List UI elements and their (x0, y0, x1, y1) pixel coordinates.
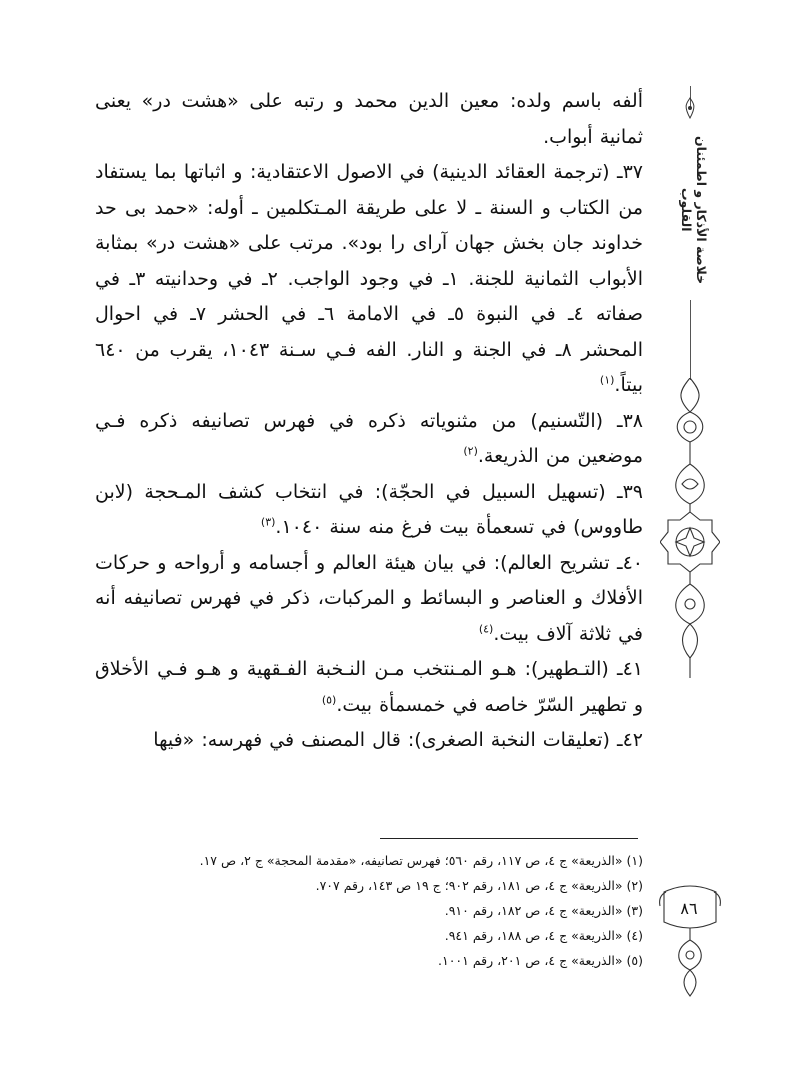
paragraph (95, 404, 643, 475)
page-number: ٨٦ (680, 899, 698, 918)
note-mark: (١) (599, 373, 615, 387)
paragraph (95, 652, 643, 723)
margin-ornament-icon (660, 378, 720, 678)
paragraph-text: ٣٧ـ (ترجمة العقائد الدينية) في الاصول الاعتقادية: و اثباتها بما يستفاد من الكتاب و السنة ـ لا على طريقة المـتكلمين ـ أوله: «حمد بى حد خداوند جان بخش جهان آراى را بود». مرتب على «هشت در» بمثابة الأبواب الثمانية للجنة. ١ـ في وجود الواجب. ٢ـ في وحدانيته ٣ـ في صفاته ٤ـ في النبوة ٥ـ في الامامة ٦ـ في الحشر ٧ـ في احوال المحشر ٨ـ في الجنة و النار. الفه فـي سـنة ١٠٤٣، يقرب من ٦٤٠ بيتاً. (95, 161, 644, 396)
footnote: (٢) «الذريعة» ج ٤، ص ١٨١، رقم ٩٠٢؛ ج ١٩ ص ١٤٣، رقم ٧٠٧. (315, 878, 643, 893)
note-mark: (٣) (260, 515, 276, 529)
margin-rule (690, 300, 691, 380)
paragraph-text: ٣٩ـ (تسهيل السبيل في الحجّة): في انتخاب كشف المـحجة (لابن طاووس) في تسعمأة بيت فرغ منه سنة ١٠٤٠. (95, 480, 643, 538)
footnote: (٥) «الذريعة» ج ٤، ص ٢٠١، رقم ١٠٠١. (438, 953, 643, 968)
paragraph (95, 723, 643, 759)
page-number-frame-icon (658, 878, 722, 998)
paragraph (95, 475, 643, 546)
note-mark: (٢) (463, 444, 478, 458)
body-text (95, 84, 643, 759)
paragraph-text: ٤٠ـ تشريح العالم): في بيان هيئة العالم و أجسامه و أرواحه و حركات الأفلاك و العناصر و البسائط و المركبات، ذكر في فهرس تصانيفه أنه في ثلاثة آلاف بيت. (95, 551, 643, 645)
paragraph-text: ٤١ـ (التـطهير): هـو المـنتخب مـن النـخبة الفـقهية و هـو فـي الأخلاق و تطهير السّرّ خاصه في خمسمأة بيت. (95, 658, 643, 716)
footnote: (٣) «الذريعة» ج ٤، ص ١٨٢، رقم ٩١٠. (444, 903, 643, 918)
paragraph-text: ٣٨ـ (التّسنيم) من مثنوياته ذكره في فهرس تصانيفه ذكره فـي موضعين من الذريعة. (95, 409, 643, 467)
note-mark: (٥) (321, 693, 337, 707)
running-title: خلاصة الأذكار و اطمئنان القلوب (679, 135, 709, 285)
paragraph-text: ٤٢ـ (تعليقات النخبة الصغرى): قال المصنف في فهرسه: «فيها (153, 729, 643, 751)
footnotes (95, 848, 643, 973)
footnote: (١) «الذريعة» ج ٤، ص ١١٧، رقم ٥٦٠؛ فهرس تصانيفه، «مقدمة المحجة» ج ٢، ص ١٧. (199, 853, 643, 868)
note-mark: (٤) (478, 622, 494, 636)
small-flourish-icon (679, 96, 701, 120)
paragraph (95, 546, 643, 653)
paragraph (95, 84, 643, 155)
paragraph (95, 155, 643, 404)
footnote: (٤) «الذريعة» ج ٤، ص ١٨٨، رقم ٩٤١. (444, 928, 643, 943)
paragraph-text: ألفه باسم ولده: معين الدين محمد و رتبه على «هشت در» يعنى ثمانية أبواب. (95, 90, 643, 148)
footnote-divider (380, 838, 638, 839)
